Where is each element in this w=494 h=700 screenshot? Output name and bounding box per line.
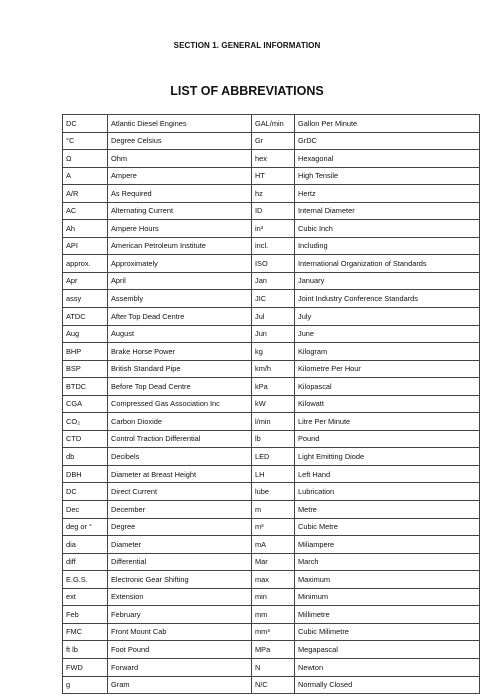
abbreviation-cell: l/min xyxy=(252,413,295,431)
meaning-cell: Compressed Gas Association Inc xyxy=(108,395,252,413)
meaning-cell: June xyxy=(295,325,480,343)
abbreviation-cell: hex xyxy=(252,150,295,168)
abbreviation-cell: FMC xyxy=(63,623,108,641)
abbreviation-cell: BHP xyxy=(63,343,108,361)
meaning-cell: After Top Dead Centre xyxy=(108,308,252,326)
abbreviation-cell: Jun xyxy=(252,325,295,343)
abbreviation-cell: lube xyxy=(252,483,295,501)
table-row xyxy=(63,150,480,168)
abbreviation-cell: Feb xyxy=(63,606,108,624)
meaning-cell: Lubrication xyxy=(295,483,480,501)
meaning-cell: Millimetre xyxy=(295,606,480,624)
meaning-cell: Light Emitting Diode xyxy=(295,448,480,466)
abbreviation-cell: kg xyxy=(252,343,295,361)
table-row xyxy=(63,501,480,519)
meaning-cell: Minimum xyxy=(295,588,480,606)
abbreviation-cell: mm xyxy=(252,606,295,624)
meaning-cell: Atlantic Diesel Engines xyxy=(108,115,252,133)
abbreviation-cell: DC xyxy=(63,115,108,133)
table-row xyxy=(63,272,480,290)
abbreviation-cell: °C xyxy=(63,132,108,150)
abbreviation-cell: min xyxy=(252,588,295,606)
abbreviation-cell: Mar xyxy=(252,553,295,571)
meaning-cell: British Standard Pipe xyxy=(108,360,252,378)
meaning-cell: Gram xyxy=(108,676,252,694)
table-row xyxy=(63,237,480,255)
table-row xyxy=(63,553,480,571)
table-row xyxy=(63,465,480,483)
abbreviations-table xyxy=(62,114,480,694)
meaning-cell: Extension xyxy=(108,588,252,606)
abbreviation-cell: Ah xyxy=(63,220,108,238)
abbreviation-cell: ID xyxy=(252,202,295,220)
table-row xyxy=(63,536,480,554)
abbreviation-cell: BTDC xyxy=(63,378,108,396)
meaning-cell: Cubic Inch xyxy=(295,220,480,238)
table-row xyxy=(63,483,480,501)
meaning-cell: Degree Celsius xyxy=(108,132,252,150)
abbreviation-cell: LED xyxy=(252,448,295,466)
abbreviation-cell: ATDC xyxy=(63,308,108,326)
abbreviation-cell: Jan xyxy=(252,272,295,290)
meaning-cell: Alternating Current xyxy=(108,202,252,220)
meaning-cell: Kilowatt xyxy=(295,395,480,413)
meaning-cell: Before Top Dead Centre xyxy=(108,378,252,396)
abbreviation-cell: JIC xyxy=(252,290,295,308)
meaning-cell: Miliampere xyxy=(295,536,480,554)
meaning-cell: Pound xyxy=(295,430,480,448)
section-heading: SECTION 1. GENERAL INFORMATION xyxy=(173,41,321,50)
table-row xyxy=(63,378,480,396)
meaning-cell: Including xyxy=(295,237,480,255)
meaning-cell: Ampere Hours xyxy=(108,220,252,238)
table-row xyxy=(63,308,480,326)
abbreviation-cell: incl. xyxy=(252,237,295,255)
abbreviation-cell: deg or ° xyxy=(63,518,108,536)
meaning-cell: American Petroleum Institute xyxy=(108,237,252,255)
meaning-cell: Differential xyxy=(108,553,252,571)
table-row xyxy=(63,290,480,308)
abbreviation-cell: kPa xyxy=(252,378,295,396)
table-row xyxy=(63,220,480,238)
abbreviation-cell: GAL/min xyxy=(252,115,295,133)
meaning-cell: Direct Current xyxy=(108,483,252,501)
table-row xyxy=(63,325,480,343)
abbreviation-cell: ISO xyxy=(252,255,295,273)
meaning-cell: Hertz xyxy=(295,185,480,203)
meaning-cell: Megapascal xyxy=(295,641,480,659)
abbreviation-cell: mA xyxy=(252,536,295,554)
meaning-cell: Metre xyxy=(295,501,480,519)
abbreviation-cell: LH xyxy=(252,465,295,483)
table-row xyxy=(63,430,480,448)
abbreviation-cell: lb xyxy=(252,430,295,448)
abbreviation-cell: CTD xyxy=(63,430,108,448)
meaning-cell: January xyxy=(295,272,480,290)
meaning-cell: Control Traction Differential xyxy=(108,430,252,448)
abbreviation-cell: mm³ xyxy=(252,623,295,641)
table-row xyxy=(63,185,480,203)
table-row xyxy=(63,255,480,273)
abbreviation-cell: Gr xyxy=(252,132,295,150)
meaning-cell: Hexagonal xyxy=(295,150,480,168)
meaning-cell: Cubic Milimetre xyxy=(295,623,480,641)
abbreviation-cell: Apr xyxy=(63,272,108,290)
table-row xyxy=(63,115,480,133)
abbreviation-cell: BSP xyxy=(63,360,108,378)
abbreviation-cell: Ω xyxy=(63,150,108,168)
meaning-cell: Forward xyxy=(108,658,252,676)
table-row xyxy=(63,676,480,694)
table-row xyxy=(63,413,480,431)
meaning-cell: July xyxy=(295,308,480,326)
meaning-cell: Foot Pound xyxy=(108,641,252,659)
abbreviation-cell: hz xyxy=(252,185,295,203)
meaning-cell: Diameter at Breast Height xyxy=(108,465,252,483)
abbreviation-cell: approx. xyxy=(63,255,108,273)
abbreviation-cell: kW xyxy=(252,395,295,413)
meaning-cell: Internal Diameter xyxy=(295,202,480,220)
meaning-cell: Approximately xyxy=(108,255,252,273)
table-row xyxy=(63,395,480,413)
meaning-cell: High Tensile xyxy=(295,167,480,185)
meaning-cell: Carbon Dioxide xyxy=(108,413,252,431)
abbreviations-table-body xyxy=(63,115,480,694)
abbreviation-cell: ext xyxy=(63,588,108,606)
meaning-cell: Joint Industry Conference Standards xyxy=(295,290,480,308)
table-row xyxy=(63,641,480,659)
abbreviation-cell: km/h xyxy=(252,360,295,378)
abbreviation-cell: MPa xyxy=(252,641,295,659)
abbreviation-cell: assy xyxy=(63,290,108,308)
abbreviation-cell: m³ xyxy=(252,518,295,536)
table-row xyxy=(63,518,480,536)
table-row xyxy=(63,606,480,624)
meaning-cell: Front Mount Cab xyxy=(108,623,252,641)
meaning-cell: As Required xyxy=(108,185,252,203)
abbreviation-cell: HT xyxy=(252,167,295,185)
meaning-cell: Maximum xyxy=(295,571,480,589)
abbreviation-cell: dia xyxy=(63,536,108,554)
meaning-cell: Ampere xyxy=(108,167,252,185)
meaning-cell: Normally Closed xyxy=(295,676,480,694)
meaning-cell: Ohm xyxy=(108,150,252,168)
meaning-cell: Brake Horse Power xyxy=(108,343,252,361)
abbreviation-cell: in³ xyxy=(252,220,295,238)
abbreviation-cell: A xyxy=(63,167,108,185)
abbreviation-cell: diff xyxy=(63,553,108,571)
meaning-cell: Diameter xyxy=(108,536,252,554)
abbreviation-cell: Dec xyxy=(63,501,108,519)
table-row xyxy=(63,571,480,589)
meaning-cell: April xyxy=(108,272,252,290)
abbreviation-cell: m xyxy=(252,501,295,519)
abbreviation-cell: FWD xyxy=(63,658,108,676)
abbreviation-cell: Aug xyxy=(63,325,108,343)
abbreviation-cell: DBH xyxy=(63,465,108,483)
meaning-cell: GrDC xyxy=(295,132,480,150)
meaning-cell: March xyxy=(295,553,480,571)
meaning-cell: Left Hand xyxy=(295,465,480,483)
meaning-cell: Gallon Per Minute xyxy=(295,115,480,133)
meaning-cell: Electronic Gear Shifting xyxy=(108,571,252,589)
meaning-cell: Decibels xyxy=(108,448,252,466)
abbreviation-cell: CGA xyxy=(63,395,108,413)
table-row xyxy=(63,448,480,466)
abbreviation-cell: ft lb xyxy=(63,641,108,659)
table-row xyxy=(63,202,480,220)
abbreviation-cell: N/C xyxy=(252,676,295,694)
abbreviation-cell: A/R xyxy=(63,185,108,203)
table-row xyxy=(63,588,480,606)
meaning-cell: Assembly xyxy=(108,290,252,308)
abbreviation-cell: AC xyxy=(63,202,108,220)
abbreviation-cell: API xyxy=(63,237,108,255)
meaning-cell: Kilopascal xyxy=(295,378,480,396)
abbreviation-cell: db xyxy=(63,448,108,466)
table-row xyxy=(63,623,480,641)
abbreviation-cell: g xyxy=(63,676,108,694)
abbreviation-cell: Jul xyxy=(252,308,295,326)
meaning-cell: Litre Per Minute xyxy=(295,413,480,431)
table-row xyxy=(63,360,480,378)
meaning-cell: Kilogram xyxy=(295,343,480,361)
meaning-cell: Kilometre Per Hour xyxy=(295,360,480,378)
meaning-cell: Degree xyxy=(108,518,252,536)
meaning-cell: Cubic Metre xyxy=(295,518,480,536)
table-row xyxy=(63,343,480,361)
abbreviation-cell: max xyxy=(252,571,295,589)
meaning-cell: Newton xyxy=(295,658,480,676)
table-row xyxy=(63,658,480,676)
meaning-cell: February xyxy=(108,606,252,624)
page-title: LIST OF ABBREVIATIONS xyxy=(170,84,324,98)
abbreviation-cell: DC xyxy=(63,483,108,501)
meaning-cell: August xyxy=(108,325,252,343)
meaning-cell: International Organization of Standards xyxy=(295,255,480,273)
abbreviation-cell: CO₂ xyxy=(63,413,108,431)
abbreviation-cell: E.G.S. xyxy=(63,571,108,589)
abbreviation-cell: N xyxy=(252,658,295,676)
table-row xyxy=(63,167,480,185)
meaning-cell: December xyxy=(108,501,252,519)
table-row xyxy=(63,132,480,150)
